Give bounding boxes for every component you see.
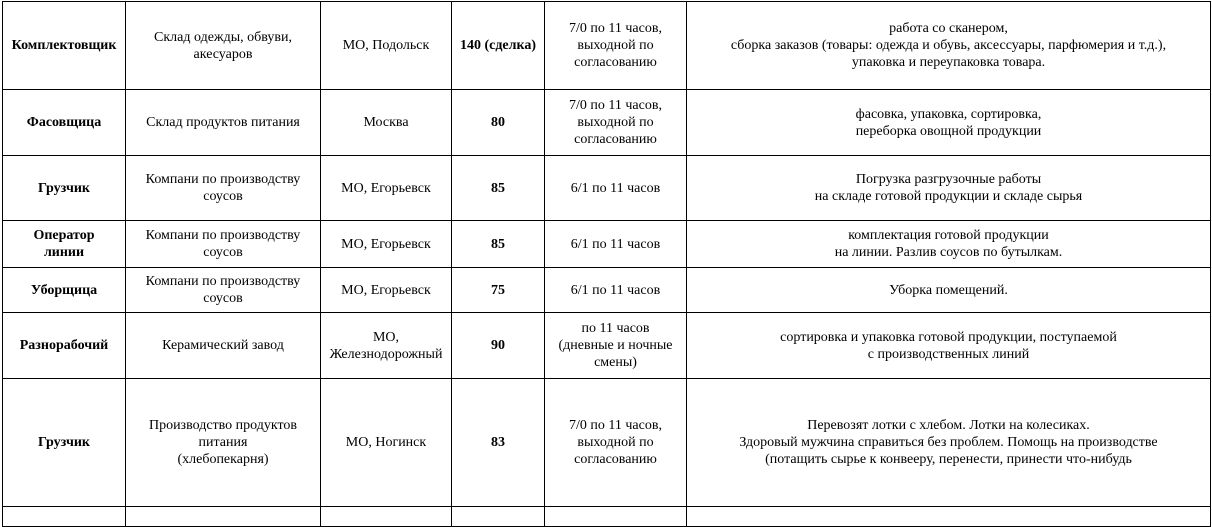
schedule-cell: 6/1 по 11 часов xyxy=(545,156,687,221)
job-title-cell: Фасовщица xyxy=(3,90,126,156)
table-row xyxy=(3,156,1211,221)
duties-cell: Уборка помещений. xyxy=(687,268,1211,313)
job-title-cell: Грузчик xyxy=(3,156,126,221)
table-row-partial xyxy=(3,507,1211,527)
empty-cell xyxy=(452,507,545,527)
rate-cell: 140 (сделка) xyxy=(452,2,545,90)
duties-cell: Погрузка разгрузочные работы на складе готовой продукции и складе сырья xyxy=(687,156,1211,221)
employer-cell: Склад одежды, обвуви, акесуаров xyxy=(126,2,321,90)
empty-cell xyxy=(545,507,687,527)
location-cell: МО, Егорьевск xyxy=(321,221,452,268)
job-title-cell: Комплектовщик xyxy=(3,2,126,90)
location-cell: Москва xyxy=(321,90,452,156)
job-title-cell: Уборщица xyxy=(3,268,126,313)
job-title-cell: Оператор линии xyxy=(3,221,126,268)
schedule-cell: 6/1 по 11 часов xyxy=(545,268,687,313)
job-title-cell: Грузчик xyxy=(3,379,126,507)
employer-cell: Керамический завод xyxy=(126,313,321,379)
employer-cell: Компани по производству соусов xyxy=(126,156,321,221)
rate-cell: 85 xyxy=(452,156,545,221)
rate-cell: 80 xyxy=(452,90,545,156)
vacancies-table xyxy=(2,1,1211,527)
job-title-cell: Разнорабочий xyxy=(3,313,126,379)
table-row xyxy=(3,90,1211,156)
table-row xyxy=(3,268,1211,313)
schedule-cell: 7/0 по 11 часов, выходной по согласованию xyxy=(545,90,687,156)
schedule-cell: 7/0 по 11 часов, выходной по согласованию xyxy=(545,2,687,90)
duties-cell: работа со сканером, сборка заказов (товары: одежда и обувь, аксессуары, парфюмерия и т.д.), упаковка и переупаковка товара. xyxy=(687,2,1211,90)
rate-cell: 83 xyxy=(452,379,545,507)
employer-cell: Компани по производству соусов xyxy=(126,268,321,313)
location-cell: МО, Егорьевск xyxy=(321,156,452,221)
location-cell: МО, Егорьевск xyxy=(321,268,452,313)
table-row xyxy=(3,379,1211,507)
employer-cell: Склад продуктов питания xyxy=(126,90,321,156)
employer-cell: Компани по производству соусов xyxy=(126,221,321,268)
schedule-cell: 7/0 по 11 часов, выходной по согласованию xyxy=(545,379,687,507)
location-cell: МО, Железнодорожный xyxy=(321,313,452,379)
empty-cell xyxy=(687,507,1211,527)
table-row xyxy=(3,313,1211,379)
location-cell: МО, Ногинск xyxy=(321,379,452,507)
rate-cell: 85 xyxy=(452,221,545,268)
rate-cell: 90 xyxy=(452,313,545,379)
employer-cell: Производство продуктов питания (хлебопекарня) xyxy=(126,379,321,507)
empty-cell xyxy=(126,507,321,527)
vacancies-table-body xyxy=(3,2,1211,527)
location-cell: МО, Подольск xyxy=(321,2,452,90)
empty-cell xyxy=(3,507,126,527)
table-row xyxy=(3,2,1211,90)
schedule-cell: 6/1 по 11 часов xyxy=(545,221,687,268)
duties-cell: фасовка, упаковка, сортировка, переборка овощной продукции xyxy=(687,90,1211,156)
schedule-cell: по 11 часов (дневные и ночные смены) xyxy=(545,313,687,379)
duties-cell: Перевозят лотки с хлебом. Лотки на колесиках. Здоровый мужчина справиться без проблем. Помощь на производстве (потащить сырье к конвееру, перенести, принести что-нибудь xyxy=(687,379,1211,507)
table-row xyxy=(3,221,1211,268)
duties-cell: сортировка и упаковка готовой продукции, поступаемой с производственных линий xyxy=(687,313,1211,379)
rate-cell: 75 xyxy=(452,268,545,313)
duties-cell: комплектация готовой продукции на линии. Разлив соусов по бутылкам. xyxy=(687,221,1211,268)
empty-cell xyxy=(321,507,452,527)
